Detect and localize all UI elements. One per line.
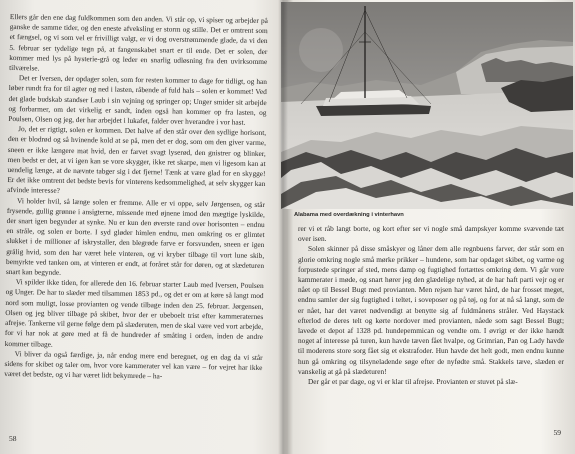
right-page-text [298,224,564,387]
paragraph: Jo, det er rigtigt, solen er kommen. Det halve af den står over den sydlige horisont, den er blodrød og så hvinende kold at se på, men det er dog, som om den giver varme, sneen er ikke længere mat hvid, den er farvet svagt lyserød, den gnistrer og blinker, men bedst er det, at vi igen kan se vore skygger, ikke ret skarpe, men vi ligesom kan at uendelig længe, at de nævnte tabger sig i det fjerne! Tænk at være glad for en skygge! Er det ikke omtrent det bedste bevis for vinterens kedsommelighed, at selv skygger kan afvinde interesse? [7,124,267,196]
page-number: 58 [9,434,17,443]
paragraph: Det er Iversen, der opdager solen, som for resten kommer to dage for tidligt, og han løber rundt fra for til agter og ned i lasten, råbende af fuld hals – solen er kommet! Ved det glade budskab standser Laub i sin vejning og springer op; Unger smider sit arbejde og forbarmer, om det virkelig er sandt, inden også han kommer op fra lasten, og Poulsen, Olsen og jeg, der har arbejdet i lukafet, falder over hverandre i vor hast. [8,73,268,127]
paragraph: Vi spilder ikke tiden, for allerede den 16. februar starter Laub med Iversen, Poulsen og Unger. De har to slæder med tilsammen 1853 pd., og det er om at køre så langt mod nord som muligt, losse provianten og vende tilbage inden den 25. februar. Jørgensen, Olsen og jeg bliver tilbage på skibet, hvor der er ubeboelt trist efter kammeraternes afrejse. Tankerne vil gerne følge dem på slæderuten, men de skal være ved vort arbejde, for vi har nok at gøre med at få de hundreder af småting i orden, inden de andre kommer tilbage. [4,277,264,349]
page-number: 59 [553,428,561,437]
left-page [0,0,283,454]
paragraph: Vi holder hvil, så længe solen er fremme. Alle er vi oppe, selv Jørgensen, og står frysende, gullig grønne i ansigterne, missende med øjnene imod den mægtige lyskilde, der snart igen begynder at synke. Nu er kun den øverste rand over horisonten – endnu en stråle, og solen er borte. I syd gløder himlen endnu, men omkring os er glimtet slukket i de millioner af iskrystaller, den blegrøde farve er forsvunden, sneen er igen grålig hvid, som den har været hele vinteren, og vi kryber tilbage til vort lune skib, bemyrkte ved tanken om, at vinteren er endt, at foråret står for døren, og at slædeturen snart kan begynde. [5,195,266,277]
paragraph: Solen skinner på disse småskyer og låner dem alle regnbuens farver, der står som en glorie omkring nogle små mørke prikker – hundene, som har opdaget skibet, og varme og forpustede springer af sted, mens damp og fugtighed fortættes omkring dem. Vi går vore kammerater i møde, og snart hører jeg den glædelige nyhed, at de har haft parti vejr og er nået op til Bessel Bugt med provianten. Men rejsen har været hård, de har frosset meget, endnu samler der sig fugtighed i teltet, i soveposer og på tøj, og for at nå så langt, som de er nået, har det været nødvendigt at benytte sig af fuldmånens stråler. Ved Haystack efterlod de deres telt og kørte nordover med provianten, nåede som sagt Bessel Bugt; lavede et depot af 1328 pd. hundepemmican og vendte om. I øvrigt er der ikke hændt noget af interesse på turen, kun havde tæven fået hvalpe, og Grimrian, Pan og Lady havde til moderens store sorg fået sig et ekstrafoder. Hun havde det helt godt, men endnu kunne hun gå omkring og tilsyneladende søge efter de nyfødte små. Stakkels tæve, slæden er vanskelig at gå på slædeturen! [298,244,564,376]
paragraph: Vi bliver da også færdige, ja, når endog mere end beregnet, og en dag da vi står sidens for skibet og taler om, hvor vore kammerater vel kan være – for vejret har ikke været det bedste, og vi har været lidt bekymrede – ha- [4,348,263,381]
left-page-text [4,12,268,383]
paragraph: rer vi et råb langt borte, og kort efter ser vi nogle små dampskyer komme svævende tæt over isen. [298,224,564,244]
ship-in-ice-photo [281,2,573,209]
photo-caption: Alabama med overdækning i vinterhavn [294,212,404,218]
book-gutter [278,0,288,454]
paragraph: Ellers går den ene dag fuldkommen som den anden. Vi står op, vi spiser og arbejder på ganske de samme tider, og den eneste afveksling er storm og stille. Det er omtrent som et fængsel, og vi som vel er frivilligt valgt, er vi dog overstrømmende glade, da vi den 5. februar ser tydelige tegn på, at fangenskabet snart er til ende. Det er solen, der kommer med lys på hysterie-grå og leder en snarlig udløsning fra den uvirksomme tilværelse. [9,12,268,73]
paragraph: Der går et par dage, og vi er klar til afrejse. Provianten er stuvet på slæ- [308,377,518,387]
